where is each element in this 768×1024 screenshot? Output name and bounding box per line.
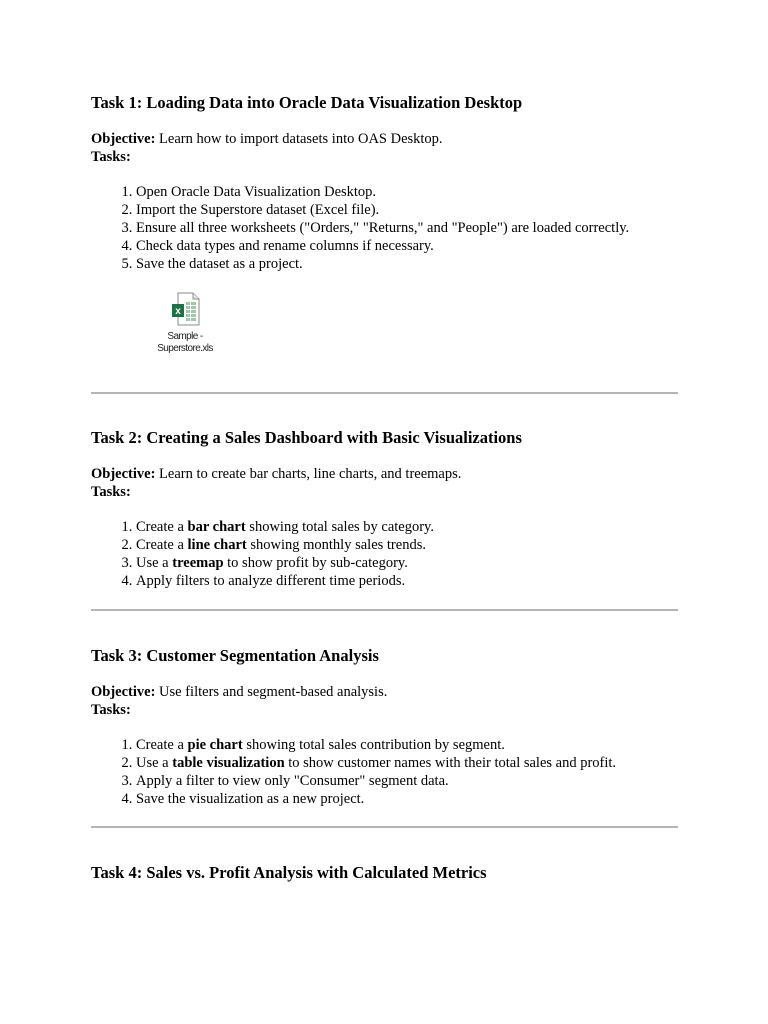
attachment-caption-line-1: Sample -: [167, 331, 203, 342]
task-4-title: Task 4: Sales vs. Profit Analysis with Calculated Metrics: [91, 863, 487, 882]
section-divider: [91, 609, 678, 611]
objective-label: Objective:: [91, 466, 156, 482]
task-1-step-list: [91, 183, 678, 273]
task-1-objective: [91, 130, 678, 148]
task-1-tasks-label: Tasks:: [91, 149, 131, 165]
excel-file-icon: [170, 292, 200, 326]
objective-text: Learn to create bar charts, line charts, and treemaps.: [155, 466, 462, 482]
svg-text:x: x: [175, 306, 181, 317]
task-3-title: Task 3: Customer Segmentation Analysis: [91, 646, 379, 665]
list-item: 1. Create a pie chart showing total sales contribution by segment.: [136, 736, 678, 754]
list-item: 2. Use a table visualization to show customer names with their total sales and profit.: [136, 754, 678, 772]
objective-text: Learn how to import datasets into OAS Desktop.: [155, 131, 443, 147]
task-3-objective: [91, 683, 678, 701]
objective-label: Objective:: [91, 684, 156, 700]
task-3-step-list: [91, 736, 678, 808]
task-1-section: [91, 93, 678, 273]
excel-attachment[interactable]: [150, 292, 220, 355]
list-item: 1. Open Oracle Data Visualization Desktop.: [136, 183, 678, 201]
task-1-title: Task 1: Loading Data into Oracle Data Visualization Desktop: [91, 93, 523, 112]
list-item: 1. Create a bar chart showing total sales by category.: [136, 518, 678, 536]
objective-label: Objective:: [91, 131, 156, 147]
list-item: 4. Save the visualization as a new project.: [136, 790, 678, 808]
task-2-objective: [91, 465, 678, 483]
objective-text: Use filters and segment-based analysis.: [155, 684, 388, 700]
task-2-title: Task 2: Creating a Sales Dashboard with Basic Visualizations: [91, 428, 522, 447]
list-item: 4. Check data types and rename columns if necessary.: [136, 237, 678, 255]
list-item: 2. Import the Superstore dataset (Excel file).: [136, 201, 678, 219]
attachment-caption-line-2: Superstore.xls: [157, 343, 213, 354]
list-item: 4. Apply filters to analyze different time periods.: [136, 572, 678, 590]
list-item: 3. Use a treemap to show profit by sub-category.: [136, 554, 678, 572]
section-divider: [91, 826, 678, 828]
task-2-section: [91, 428, 678, 590]
list-item: 3. Ensure all three worksheets ("Orders," "Returns," and "People") are loaded correctly.: [136, 219, 678, 237]
task-2-step-list: [91, 518, 678, 590]
task-3-section: [91, 646, 678, 808]
section-divider: [91, 392, 678, 394]
list-item: 5. Save the dataset as a project.: [136, 255, 678, 273]
task-3-tasks-label: Tasks:: [91, 702, 131, 718]
list-item: 2. Create a line chart showing monthly sales trends.: [136, 536, 678, 554]
task-2-tasks-label: Tasks:: [91, 484, 131, 500]
list-item: 3. Apply a filter to view only "Consumer" segment data.: [136, 772, 678, 790]
task-4-section: [91, 863, 678, 883]
